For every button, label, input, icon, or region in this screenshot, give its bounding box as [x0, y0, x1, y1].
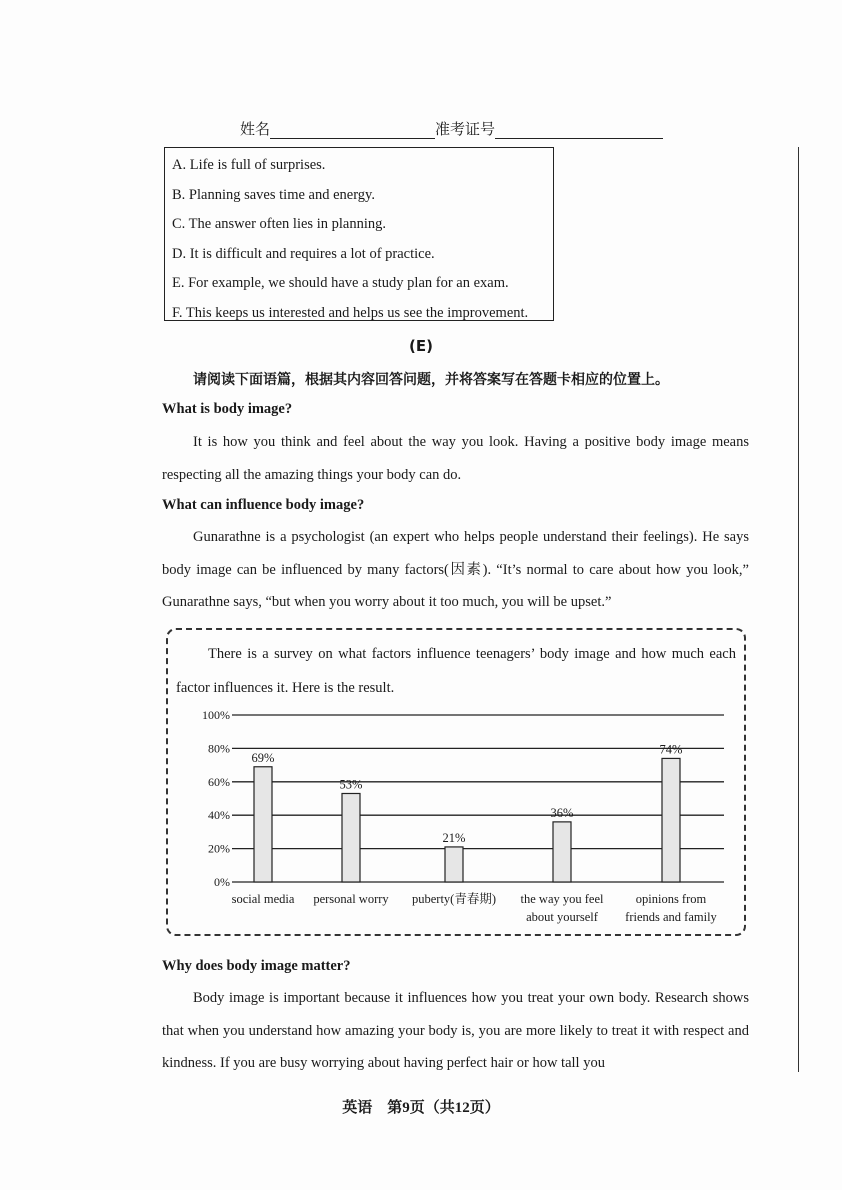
paragraph-matter: Body image is important because it influences how you treat your own body. Research shows that when you understand how amazing your body is, you are more likely to treat it with respect and kindness. If you are busy worrying about having perfect hair or how tall you	[162, 990, 749, 1071]
margin-rule	[798, 147, 799, 1072]
bars	[252, 742, 683, 882]
x-tick-label: social media	[231, 892, 295, 906]
survey-intro: There is a survey on what factors influence teenagers’ body image and how much each factor influences it. Here is the result.	[176, 646, 736, 696]
page-footer: 英语 第9页（共12页）	[342, 1100, 500, 1116]
bar-value-label: 69%	[251, 750, 275, 765]
y-tick-label: 100%	[202, 708, 230, 722]
x-tick-label: the way you feel	[520, 892, 604, 906]
heading-what-is: What is body image?	[162, 401, 293, 417]
bar-value-label: 36%	[550, 805, 574, 820]
option-f: F. This keeps us interested and helps us see the improvement.	[172, 304, 529, 321]
heading-matter: Why does body image matter?	[162, 958, 351, 974]
x-tick-label: friends and family	[625, 910, 717, 924]
y-tick-label: 20%	[208, 841, 230, 856]
bar-value-label: 21%	[442, 830, 466, 845]
bar	[445, 847, 463, 882]
bar-value-label: 53%	[339, 777, 363, 792]
y-tick-label: 40%	[208, 808, 230, 823]
y-tick-label: 0%	[214, 875, 230, 889]
id-label: 准考证号	[435, 122, 496, 138]
section-label: (E)	[409, 337, 433, 355]
header-line	[240, 118, 663, 139]
bar	[254, 767, 272, 882]
y-tick-label: 60%	[208, 774, 230, 789]
bar-value-label: 74%	[659, 742, 683, 757]
option-d: D. It is difficult and requires a lot of practice.	[172, 245, 435, 262]
bar	[553, 822, 571, 882]
bar	[342, 793, 360, 882]
name-blank	[270, 122, 435, 139]
instruction: 请阅读下面语篇，根据其内容回答问题，并将答案写在答题卡相应的位置上。	[193, 372, 669, 388]
y-tick-label: 80%	[208, 741, 230, 756]
x-tick-label: opinions from	[635, 892, 707, 906]
bar	[662, 758, 680, 882]
bar-chart	[166, 695, 746, 935]
id-blank	[495, 122, 663, 139]
paragraph-influence: Gunarathne is a psychologist (an expert who helps people understand their feelings). He says body image can be influenced by many factors(因素). “It’s normal to care about how you look,” Gunarathne says, “but when you worry about it too much, you will be upset.”	[162, 529, 749, 610]
paragraph-what-is: It is how you think and feel about the way you look. Having a positive body image means respecting all the amazing things your body can do.	[162, 434, 749, 483]
option-b: B. Planning saves time and energy.	[172, 186, 375, 203]
option-e: E. For example, we should have a study plan for an exam.	[172, 275, 509, 291]
option-a: A. Life is full of surprises.	[172, 157, 326, 173]
x-tick-label: puberty(青春期)	[411, 892, 497, 906]
x-tick-label: about yourself	[526, 910, 598, 924]
option-c: C. The answer often lies in planning.	[172, 216, 386, 232]
x-tick-label: personal worry	[313, 892, 389, 906]
heading-influence: What can influence body image?	[162, 497, 365, 513]
x-axis-labels	[232, 891, 718, 924]
options-box	[164, 147, 554, 321]
name-label: 姓名	[240, 122, 271, 138]
